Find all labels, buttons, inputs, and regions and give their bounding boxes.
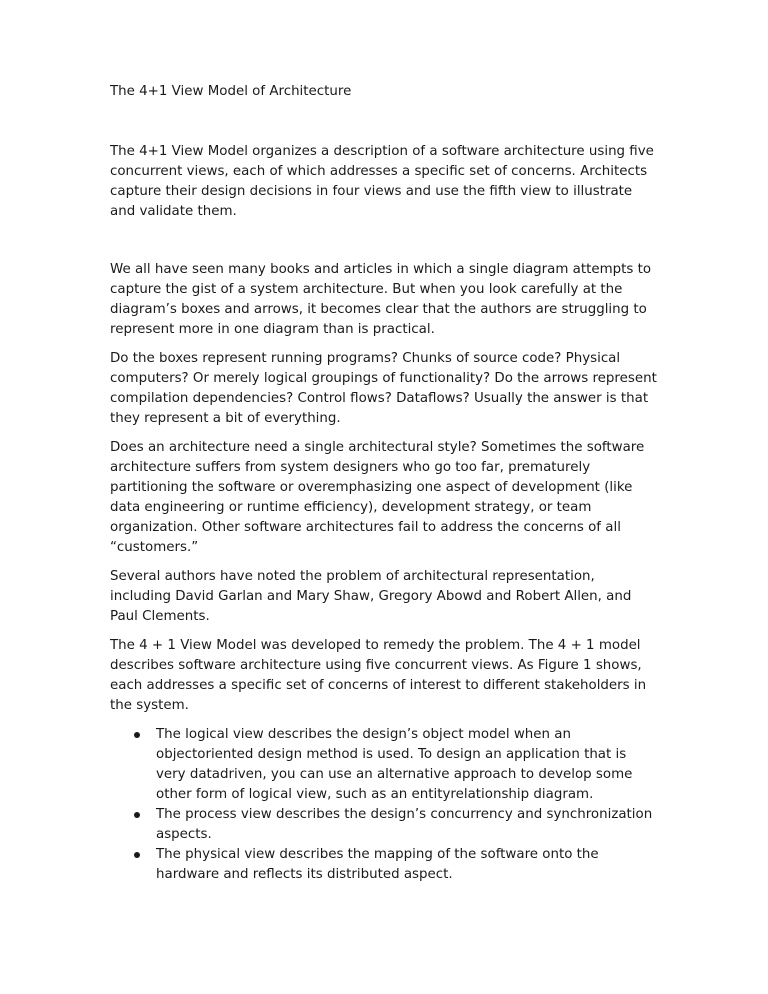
paragraph: Several authors have noted the problem of architectural representation, including David Garlan and Mary Shaw, Gregory Abowd and Robert Allen, and Paul Clements. [110, 569, 632, 624]
list-item-text: The physical view describes the mapping of the software onto the hardware and reflects its distributed aspect. [156, 847, 599, 882]
list-item-text: The process view describes the design’s concurrency and synchronization aspects. [156, 807, 653, 842]
paragraph: The 4 + 1 View Model was developed to remedy the problem. The 4 + 1 model describes software architecture using five concurrent views. As Figure 1 shows, each addresses a specific set of concerns of interest to different stakeholders in the system. [110, 638, 647, 713]
bullet-icon [134, 732, 140, 738]
list-item [110, 805, 658, 845]
paragraph: Do the boxes represent running programs? Chunks of source code? Physical computers? Or merely logical groupings of functionality? Do the arrows represent compilation dependencies? Control flows? Dataflows? Usually the answer is that they represent a bit of everything. [110, 351, 657, 426]
paragraph: Does an architecture need a single architectural style? Sometimes the software architecture suffers from system designers who go too far, prematurely partitioning the software or overemphasizing one aspect of development (like data engineering or runtime efficiency), development strategy, or team organization. Other software architectures fail to address the concerns of all “customers.” [110, 440, 645, 555]
document-body [110, 82, 658, 885]
bullet-list [110, 725, 658, 885]
bullet-icon [134, 852, 140, 858]
list-item [110, 845, 658, 885]
document-title: The 4+1 View Model of Architecture [110, 84, 352, 99]
list-item [110, 725, 658, 805]
paragraph: We all have seen many books and articles in which a single diagram attempts to capture the gist of a system architecture. But when you look carefully at the diagram’s boxes and arrows, it becomes clear that the authors are struggling to represent more in one diagram than is practical. [110, 262, 652, 337]
paragraph-intro: The 4+1 View Model organizes a description of a software architecture using five concurrent views, each of which addresses a specific set of concerns. Architects capture their design decisions in four views and use the fifth view to illustrate and validate them. [110, 144, 654, 219]
bullet-icon [134, 812, 140, 818]
list-item-text: The logical view describes the design’s object model when an objectoriented design method is used. To design an application that is very datadriven, you can use an alternative approach to develop some other form of logical view, such as an entityrelationship diagram. [156, 727, 633, 802]
